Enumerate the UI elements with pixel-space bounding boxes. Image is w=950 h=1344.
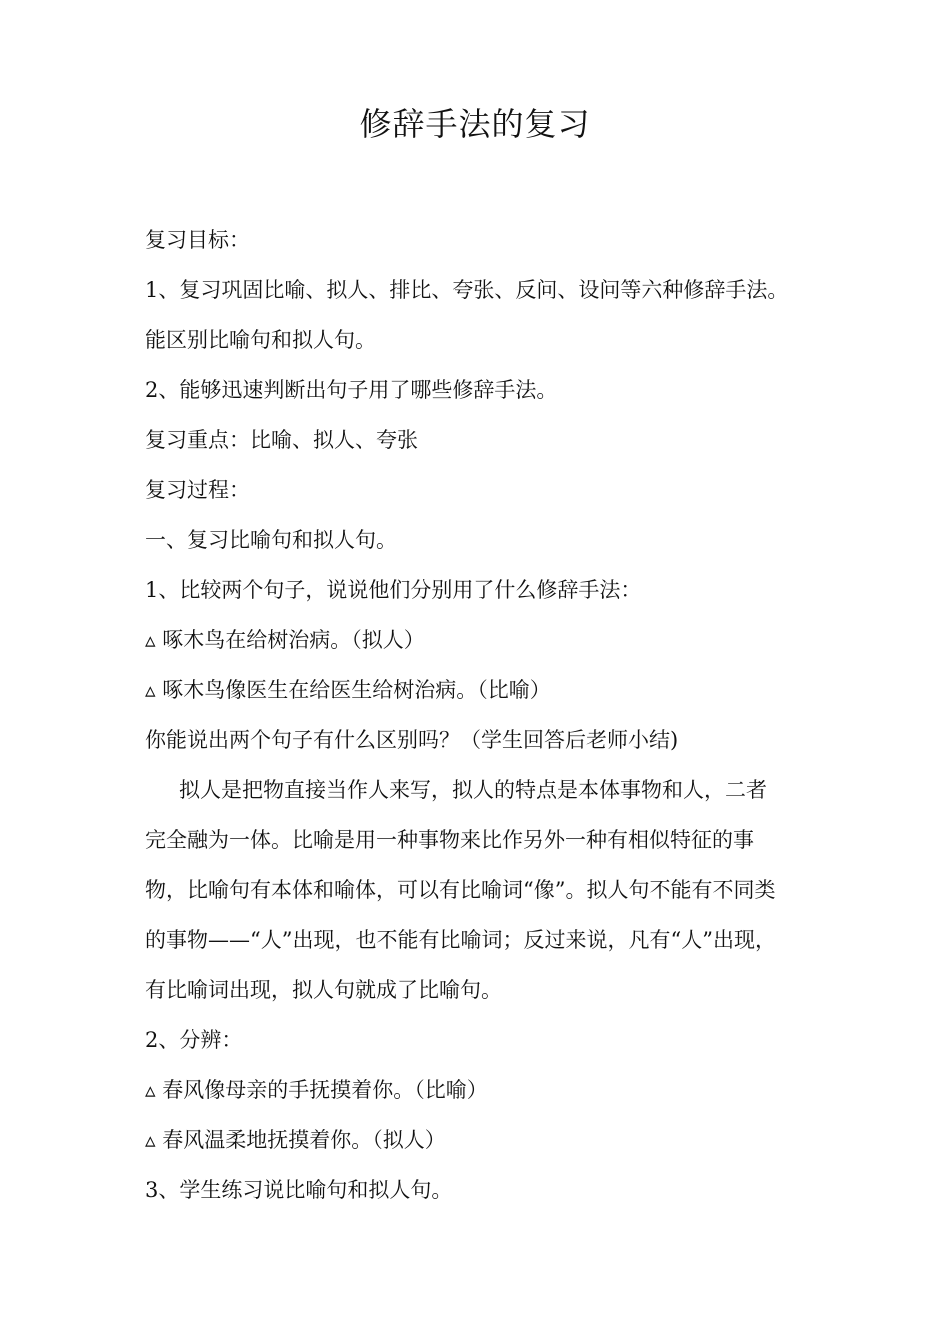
question-line: 你能说出两个句子有什么区别吗？（学生回答后老师小结) [145,728,679,752]
goal-item-1: 1、复习巩固比喻、拟人、排比、夸张、反问、设问等六种修辞手法。 [145,278,789,302]
part-one-heading: 一、复习比喻句和拟人句。 [145,528,397,552]
goal-item-2: 2、能够迅速判断出句子用了哪些修辞手法。 [145,378,558,402]
key-points-line: 复习重点：比喻、拟人、夸张 [145,428,418,452]
document-title: 修辞手法的复习 [359,105,591,143]
example-sentence: ▵ 啄木鸟像医生在给医生给树治病。（比喻） [145,678,551,702]
section-process-heading: 复习过程： [145,478,250,502]
exercise-1-prompt: 1、比较两个句子，说说他们分别用了什么修辞手法： [145,578,642,602]
summary-paragraph-line: 完全融为一体。比喻是用一种事物来比作另外一种有相似特征的事 [145,828,754,852]
section-goals-heading: 复习目标： [145,228,250,252]
example-sentence: ▵ 春风像母亲的手抚摸着你。（比喻） [145,1078,488,1102]
example-sentence: ▵ 春风温柔地抚摸着你。（拟人） [145,1128,446,1152]
goal-item-1-continued: 能区别比喻句和拟人句。 [145,328,376,352]
summary-paragraph-line: 有比喻词出现，拟人句就成了比喻句。 [145,978,502,1002]
exercise-2-heading: 2、分辨： [145,1028,243,1052]
summary-paragraph-line: 拟人是把物直接当作人来写，拟人的特点是本体事物和人，二者 [179,778,767,802]
exercise-3-line: 3、学生练习说比喻句和拟人句。 [145,1178,453,1202]
summary-paragraph-line: 物，比喻句有本体和喻体，可以有比喻词“像”。拟人句不能有不同类 [145,878,776,902]
example-sentence: ▵ 啄木鸟在给树治病。（拟人） [145,628,425,652]
document-body [145,215,815,1215]
summary-paragraph-line: 的事物——“人”出现，也不能有比喻词；反过来说，凡有“人”出现， [145,928,776,952]
